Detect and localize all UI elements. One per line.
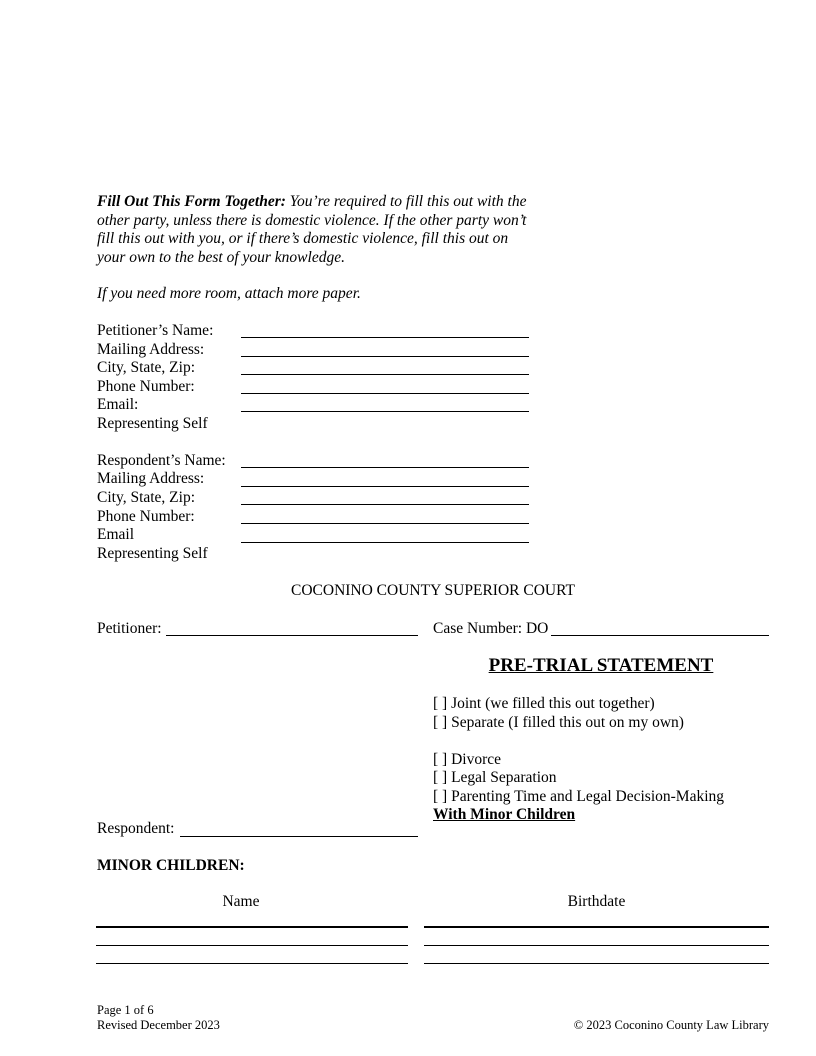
petitioner-phone-field[interactable] <box>241 393 529 394</box>
respondent-city-field[interactable] <box>241 504 529 505</box>
instructions-paragraph <box>97 193 537 267</box>
petitioner-representing: Representing Self <box>97 415 208 432</box>
respondent-city-label: City, State, Zip: <box>97 489 196 506</box>
caption-respondent-label: Respondent: <box>97 820 175 837</box>
respondent-name-field[interactable] <box>241 467 529 468</box>
petitioner-name-label: Petitioner’s Name: <box>97 322 214 339</box>
parenting-time-checkbox-option[interactable]: [ ] Parenting Time and Legal Decision-Making <box>433 788 725 805</box>
child-name-field[interactable] <box>96 945 408 946</box>
petitioner-email-label: Email: <box>97 396 139 413</box>
respondent-address-field[interactable] <box>241 486 529 487</box>
joint-checkbox-option[interactable]: [ ] Joint (we filled this out together) <box>433 695 655 712</box>
respondent-representing: Representing Self <box>97 545 208 562</box>
court-name: COCONINO COUNTY SUPERIOR COURT <box>291 582 575 599</box>
divorce-checkbox-option[interactable]: [ ] Divorce <box>433 751 501 768</box>
petitioner-phone-label: Phone Number: <box>97 378 195 395</box>
case-number-label: Case Number: DO <box>433 620 549 637</box>
respondent-phone-label: Phone Number: <box>97 508 195 525</box>
caption-petitioner-label: Petitioner: <box>97 620 162 637</box>
legal-separation-checkbox-option[interactable]: [ ] Legal Separation <box>433 769 557 786</box>
petitioner-email-field[interactable] <box>241 411 529 412</box>
respondent-email-field[interactable] <box>241 542 529 543</box>
children-birthdate-header: Birthdate <box>567 893 626 910</box>
child-name-field[interactable] <box>96 926 408 928</box>
petitioner-city-field[interactable] <box>241 374 529 375</box>
footer-copyright: © 2023 Coconino County Law Library <box>573 1018 769 1032</box>
with-minor-children-label: With Minor Children <box>433 806 576 823</box>
petitioner-address-field[interactable] <box>241 356 529 357</box>
petitioner-address-label: Mailing Address: <box>97 341 205 358</box>
more-room-note: If you need more room, attach more paper. <box>97 285 361 302</box>
petitioner-name-field[interactable] <box>241 337 529 338</box>
instructions-lead: Fill Out This Form Together: <box>97 193 286 210</box>
footer-page-number: Page 1 of 6 <box>97 1003 154 1017</box>
respondent-address-label: Mailing Address: <box>97 470 205 487</box>
caption-respondent-field[interactable] <box>180 836 418 837</box>
child-birthdate-field[interactable] <box>424 945 769 946</box>
child-birthdate-field[interactable] <box>424 926 769 928</box>
footer-revised-date: Revised December 2023 <box>97 1018 220 1032</box>
petitioner-city-label: City, State, Zip: <box>97 359 196 376</box>
respondent-email-label: Email <box>97 526 135 543</box>
instructions-text: You’re required to fill this out with the other party, unless there is domestic violence. If the other party won’t fill this out with you, or if there’s domestic violence, fill this out on your own to the best of your knowledge. <box>97 193 527 266</box>
respondent-phone-field[interactable] <box>241 523 529 524</box>
document-title: PRE-TRIAL STATEMENT <box>488 655 714 676</box>
caption-petitioner-field[interactable] <box>166 635 418 636</box>
children-name-header: Name <box>222 893 260 910</box>
separate-checkbox-option[interactable]: [ ] Separate (I filled this out on my own) <box>433 714 684 731</box>
child-birthdate-field[interactable] <box>424 963 769 964</box>
case-number-field[interactable] <box>551 635 769 636</box>
respondent-name-label: Respondent’s Name: <box>97 452 226 469</box>
minor-children-heading: MINOR CHILDREN: <box>97 857 245 874</box>
child-name-field[interactable] <box>96 963 408 964</box>
